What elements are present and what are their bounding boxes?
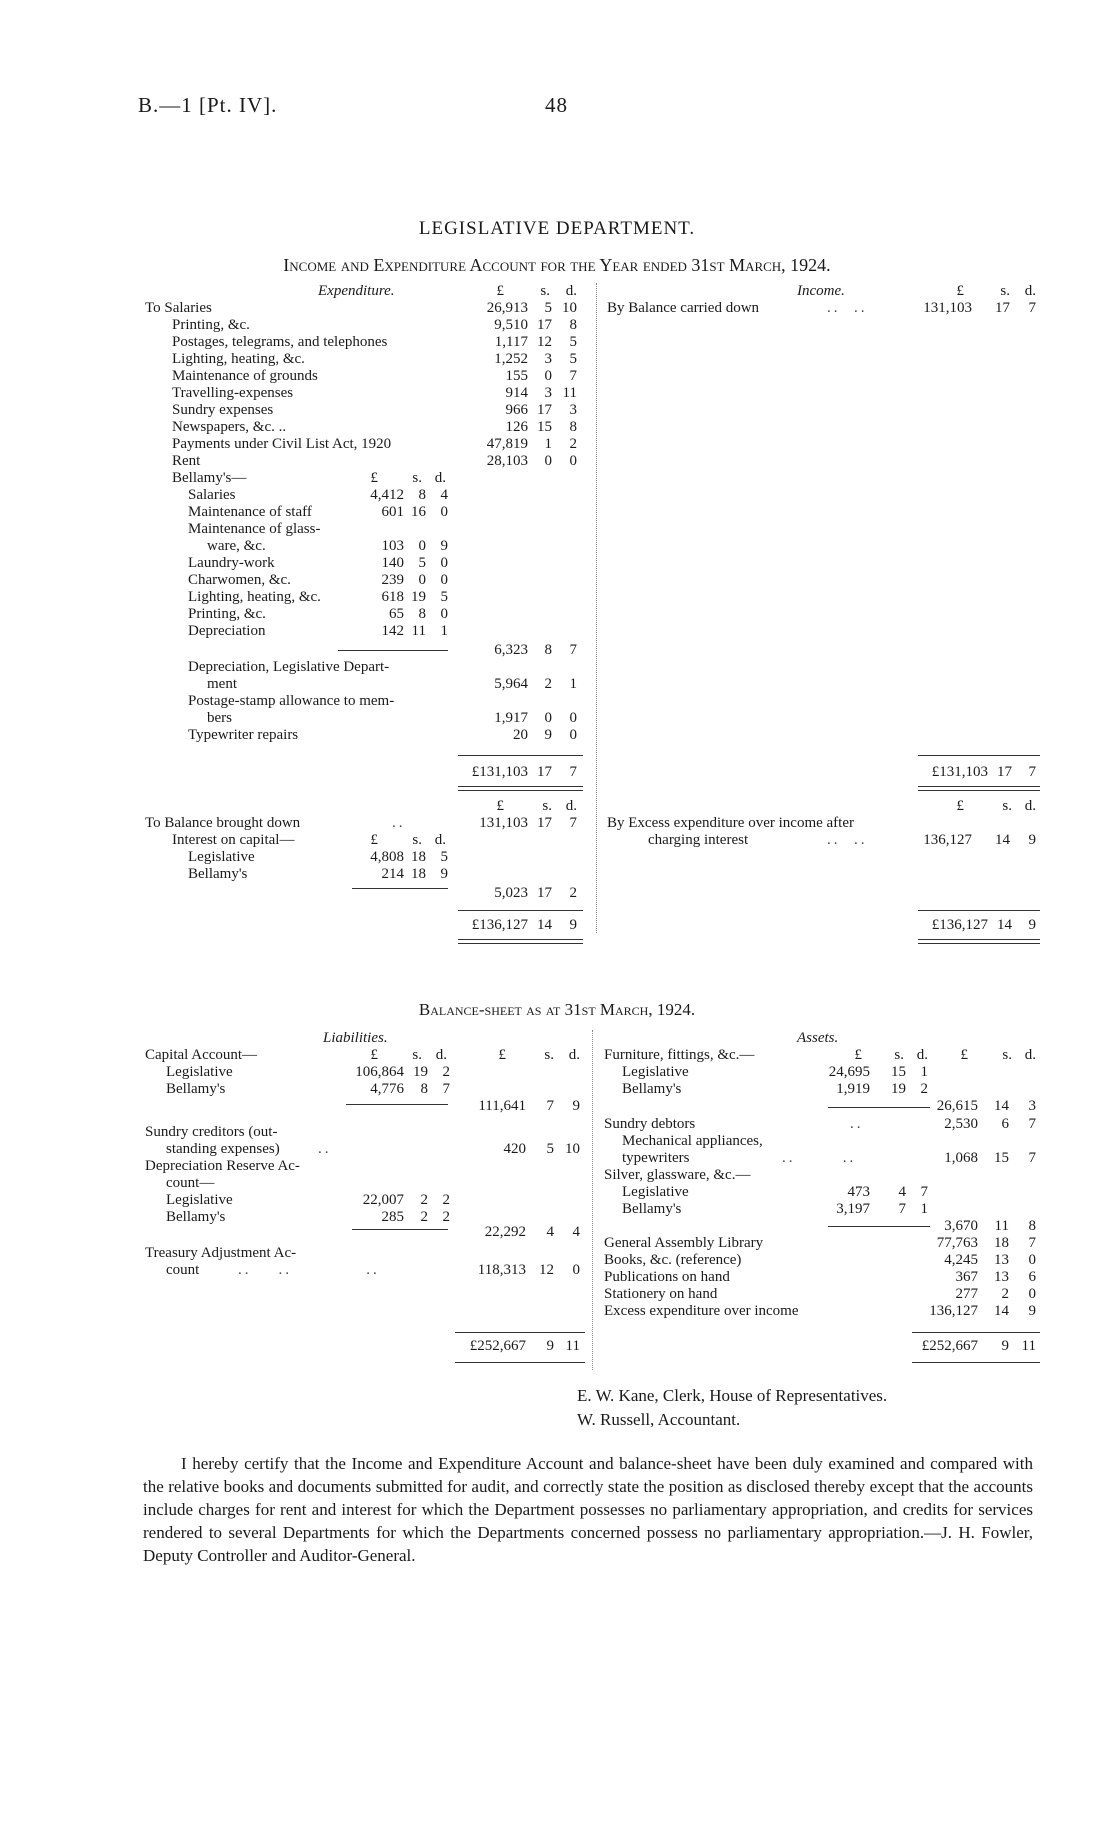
- ie2-total-shillings: 14: [537, 917, 552, 933]
- leader-dots: .. ..: [827, 832, 868, 848]
- lsd-pence-l2: d.: [568, 1047, 580, 1063]
- bellamys-total-shillings: 8: [544, 642, 552, 658]
- reserve-item-label: Bellamy's: [166, 1209, 226, 1225]
- expenditure-amount-pounds: 126: [505, 419, 528, 435]
- mechanical-pounds: 1,068: [944, 1150, 978, 1166]
- expenditure-amount-pence: 0: [569, 453, 577, 469]
- ie2-total-shillings-right: 14: [997, 917, 1012, 933]
- asset-label: Publications on hand: [604, 1269, 730, 1285]
- interest-item-amount-shillings: 18: [411, 866, 426, 882]
- rule: [918, 786, 1040, 787]
- ie-total-shillings-right: 17: [997, 764, 1012, 780]
- capital-item-amount-pounds: 106,864: [355, 1064, 404, 1080]
- expenditure-label: Typewriter repairs: [188, 727, 299, 743]
- bellamys-item-label: Depreciation: [188, 623, 266, 639]
- bellamys-item-amount-pence: 4: [440, 487, 448, 503]
- asset-label: Books, &c. (reference): [604, 1252, 742, 1268]
- mechanical-line2: typewriters: [622, 1150, 690, 1166]
- expenditure-amount-pence: 3: [569, 402, 577, 418]
- bellamys-item-amount-pounds: 142: [381, 623, 404, 639]
- lsd-pound-a1: £: [854, 1047, 862, 1063]
- lsd-shilling-right: s.: [1000, 283, 1010, 299]
- lsd-shilling-b: s.: [412, 470, 422, 486]
- asset-amount-shillings: 13: [994, 1252, 1009, 1268]
- expenditure-amount-shillings: 17: [537, 317, 552, 333]
- rule: [918, 790, 1040, 791]
- lsd-shilling-a1: s.: [894, 1047, 904, 1063]
- expenditure-amount-pence: 10: [562, 300, 577, 316]
- lsd-pound: £: [496, 283, 504, 299]
- furniture-item-label: Bellamy's: [622, 1081, 682, 1097]
- expenditure-amount-pounds: 28,103: [486, 453, 528, 469]
- asset-amount-pounds: 77,763: [936, 1235, 978, 1251]
- furniture-item-amount-pence: 1: [920, 1064, 928, 1080]
- reserve-item-amount-pence: 2: [442, 1192, 450, 1208]
- asset-amount-pounds: 4,245: [944, 1252, 978, 1268]
- leader-dots: ..: [392, 815, 406, 831]
- bellamys-item-amount-pence: 0: [440, 555, 448, 571]
- rule: [918, 939, 1040, 940]
- expenditure-label: Rent: [172, 453, 201, 469]
- interest-item-amount-pounds: 4,808: [370, 849, 404, 865]
- expenditure-amount-shillings: 15: [537, 419, 552, 435]
- rule: [346, 1104, 448, 1105]
- expenditure-amount-shillings: 9: [544, 727, 552, 743]
- capital-item-amount-pence: 2: [442, 1064, 450, 1080]
- bellamys-item-amount-pounds: 103: [381, 538, 404, 554]
- reserve-item-label: Legislative: [166, 1192, 233, 1208]
- lsd-pound-right: £: [956, 283, 964, 299]
- leader-dots: .. ..: [827, 300, 868, 316]
- bellamys-item-amount-pounds: 140: [381, 555, 404, 571]
- lsd-shilling-3: s.: [412, 832, 422, 848]
- capital-item-label: Bellamy's: [166, 1081, 226, 1097]
- asset-amount-shillings: 2: [1001, 1286, 1009, 1302]
- interest-total-pounds: 5,023: [494, 885, 528, 901]
- balance-sheet-title: Balance-sheet as at 31st March, 1924.: [418, 1000, 696, 1019]
- bellamys-item-amount-pence: 1: [440, 623, 448, 639]
- expenditure-amount-shillings: 1: [544, 436, 552, 452]
- expenditure-amount-shillings: 0: [544, 453, 552, 469]
- excess-shillings: 14: [995, 832, 1010, 848]
- expenditure-label: Maintenance of grounds: [172, 368, 318, 384]
- balance-brought-pounds: 131,103: [479, 815, 528, 831]
- lsd-pound-a2: £: [960, 1047, 968, 1063]
- bellamys-total-pounds: 6,323: [494, 642, 528, 658]
- asset-amount-pence: 0: [1028, 1252, 1036, 1268]
- treasury-pence: 0: [572, 1262, 580, 1278]
- expenditure-amount-pence: 0: [569, 727, 577, 743]
- rule: [352, 888, 448, 889]
- expenditure-label: Printing, &c.: [172, 317, 250, 333]
- sundry-creditors-line2: standing expenses): [166, 1141, 280, 1157]
- furniture-label: Furniture, fittings, &c.—: [604, 1047, 755, 1063]
- bellamys-item-label: Salaries: [188, 487, 236, 503]
- reserve-item-amount-shillings: 2: [420, 1209, 428, 1225]
- asset-amount-pounds: 136,127: [929, 1303, 978, 1319]
- furniture-item-amount-pounds: 24,695: [828, 1064, 870, 1080]
- expenditure-label-cont: bers: [207, 710, 232, 726]
- header-ref: B.—1 [Pt. IV].: [138, 93, 278, 117]
- bellamys-label: Bellamy's—: [172, 470, 247, 486]
- furniture-item-label: Legislative: [622, 1064, 689, 1080]
- bellamys-item-label: ware, &c.: [207, 538, 266, 554]
- asset-label: General Assembly Library: [604, 1235, 764, 1251]
- expenditure-heading: Expenditure.: [318, 283, 395, 299]
- rule: [918, 943, 1040, 944]
- interest-total-shillings: 17: [537, 885, 552, 901]
- expenditure-amount-shillings: 5: [544, 300, 552, 316]
- lsd-pound-3: £: [370, 832, 378, 848]
- expenditure-amount-shillings: 3: [544, 385, 552, 401]
- lsd-pence-2r: d.: [1024, 798, 1036, 814]
- asset-amount-pence: 0: [1028, 1286, 1036, 1302]
- debtors-pence: 7: [1028, 1116, 1036, 1132]
- excess-label-line1: By Excess expenditure over income after: [607, 815, 854, 831]
- lsd-pence-right: d.: [1024, 283, 1036, 299]
- ie-total-pence-right: 7: [1028, 764, 1036, 780]
- rule: [352, 1229, 448, 1230]
- capital-account-label: Capital Account—: [145, 1047, 258, 1063]
- asset-amount-shillings: 14: [994, 1303, 1009, 1319]
- bellamys-item-amount-shillings: 0: [418, 572, 426, 588]
- expenditure-amount-shillings: 2: [544, 676, 552, 692]
- income-balance-label: By Balance carried down: [607, 300, 760, 316]
- page-title: LEGISLATIVE DEPARTMENT.: [418, 218, 696, 239]
- bellamys-item-amount-pence: 5: [440, 589, 448, 605]
- excess-pounds: 136,127: [923, 832, 972, 848]
- reserve-total-pence: 4: [572, 1224, 580, 1240]
- capital-item-amount-pence: 7: [442, 1081, 450, 1097]
- interest-item-label: Legislative: [188, 849, 255, 865]
- rule: [458, 939, 583, 940]
- excess-pence: 9: [1028, 832, 1036, 848]
- column-divider: [596, 283, 597, 933]
- debtors-label: Sundry debtors: [604, 1116, 696, 1132]
- ie2-total-pence-right: 9: [1028, 917, 1036, 933]
- interest-item-label: Bellamy's: [188, 866, 248, 882]
- rule: [458, 910, 583, 911]
- ie-total-shillings: 17: [537, 764, 552, 780]
- reserve-item-amount-pounds: 285: [381, 1209, 404, 1225]
- rule: [455, 1332, 585, 1333]
- expenditure-label: Travelling-expenses: [172, 385, 294, 401]
- lsd-shilling-a2: s.: [1002, 1047, 1012, 1063]
- account-subtitle: Income and Expenditure Account for the Year ended 31st March, 1924.: [283, 255, 831, 275]
- lsd-pound-2: £: [496, 798, 504, 814]
- bellamys-item-amount-shillings: 5: [418, 555, 426, 571]
- bellamys-item-amount-shillings: 19: [411, 589, 426, 605]
- expenditure-amount-pounds: 966: [505, 402, 528, 418]
- furniture-total-pounds: 26,615: [936, 1098, 978, 1114]
- interest-item-amount-shillings: 18: [411, 849, 426, 865]
- expenditure-label: Postage-stamp allowance to mem-: [188, 693, 395, 709]
- rule: [912, 1332, 1040, 1333]
- asset-label: Stationery on hand: [604, 1286, 718, 1302]
- expenditure-label: Newspapers, &c. ..: [172, 419, 287, 435]
- expenditure-label-cont: ment: [207, 676, 237, 692]
- assets-total-pounds: £252,667: [921, 1338, 978, 1354]
- ie2-total-pounds: £136,127: [471, 917, 528, 933]
- reserve-item-amount-shillings: 2: [420, 1192, 428, 1208]
- reserve-total-pounds: 22,292: [484, 1224, 526, 1240]
- sundry-creditors-shillings: 5: [546, 1141, 554, 1157]
- bellamys-item-amount-shillings: 8: [418, 487, 426, 503]
- income-balance-pounds: 131,103: [923, 300, 972, 316]
- furniture-item-amount-pounds: 1,919: [836, 1081, 870, 1097]
- liabilities-total-shillings: 9: [546, 1338, 554, 1354]
- rule: [338, 650, 448, 651]
- capital-item-amount-shillings: 19: [413, 1064, 428, 1080]
- expenditure-label: Lighting, heating, &c.: [172, 351, 305, 367]
- expenditure-amount-shillings: 3: [544, 351, 552, 367]
- lsd-shilling: s.: [540, 283, 550, 299]
- silver-item-amount-pounds: 3,197: [836, 1201, 870, 1217]
- sundry-creditors-pounds: 420: [503, 1141, 526, 1157]
- lsd-pence-2: d.: [565, 798, 577, 814]
- lsd-pence-3: d.: [434, 832, 446, 848]
- lsd-shilling-2: s.: [542, 798, 552, 814]
- bellamys-item-amount-pence: 0: [440, 606, 448, 622]
- reserve-item-amount-pounds: 22,007: [362, 1192, 404, 1208]
- auditor-certificate: I hereby certify that the Income and Expenditure Account and balance-sheet have been duly examined and compared with the relative books and documents submitted for audit, and correctly state the position as disclosed thereby except that the accounts include charges for rent and interest for which the Department possesses no parliamentary appropriation, and credits for services rendered to several Departments for which the Departments concerned possess no parliamentary appropriation.—J. H. Fowler, Deputy Controller and Auditor-General.: [143, 1454, 1033, 1565]
- bellamys-item-label: Maintenance of staff: [188, 504, 312, 520]
- bellamys-item-amount-pounds: 239: [381, 572, 404, 588]
- income-balance-shillings: 17: [995, 300, 1010, 316]
- balance-brought-pence: 7: [569, 815, 577, 831]
- assets-total-shillings: 9: [1001, 1338, 1009, 1354]
- asset-amount-pounds: 367: [955, 1269, 978, 1285]
- silver-item-amount-pounds: 473: [847, 1184, 870, 1200]
- expenditure-amount-pence: 1: [569, 676, 577, 692]
- silver-item-amount-shillings: 4: [898, 1184, 906, 1200]
- liabilities-total-pounds: £252,667: [469, 1338, 526, 1354]
- rule: [918, 755, 1040, 756]
- asset-amount-pounds: 277: [955, 1286, 978, 1302]
- mechanical-shillings: 15: [994, 1150, 1009, 1166]
- bellamys-item-label: Lighting, heating, &c.: [188, 589, 321, 605]
- ie-total-pounds-right: £131,103: [931, 764, 988, 780]
- rule: [458, 943, 583, 944]
- expenditure-amount-shillings: 0: [544, 368, 552, 384]
- signature-accountant: W. Russell, Accountant.: [577, 1410, 741, 1429]
- lsd-pence-l1: d.: [435, 1047, 447, 1063]
- interest-item-amount-pence: 5: [440, 849, 448, 865]
- expenditure-amount-pounds: 155: [505, 368, 528, 384]
- rule: [458, 790, 583, 791]
- bellamys-item-amount-shillings: 0: [418, 538, 426, 554]
- bellamys-item-amount-pounds: 65: [389, 606, 404, 622]
- capital-total-shillings: 7: [546, 1098, 554, 1114]
- silver-label: Silver, glassware, &c.—: [604, 1167, 751, 1183]
- expenditure-amount-pence: 8: [569, 317, 577, 333]
- furniture-item-amount-pence: 2: [920, 1081, 928, 1097]
- expenditure-amount-pence: 0: [569, 710, 577, 726]
- expenditure-label: Sundry expenses: [172, 402, 274, 418]
- lsd-pound-b: £: [370, 470, 378, 486]
- expenditure-amount-pence: 7: [569, 368, 577, 384]
- silver-total-pounds: 3,670: [944, 1218, 978, 1234]
- treasury-line1: Treasury Adjustment Ac-: [145, 1245, 297, 1261]
- expenditure-amount-pounds: 1,252: [494, 351, 528, 367]
- reserve-line2: count—: [166, 1175, 215, 1191]
- leader-dots: ..: [850, 1116, 864, 1132]
- sundry-creditors-line1: Sundry creditors (out-: [145, 1124, 278, 1140]
- treasury-shillings: 12: [539, 1262, 554, 1278]
- silver-item-label: Bellamy's: [622, 1201, 682, 1217]
- lsd-pence-a2: d.: [1024, 1047, 1036, 1063]
- silver-item-amount-pence: 1: [920, 1201, 928, 1217]
- bellamys-item-amount-pence: 9: [440, 538, 448, 554]
- sundry-creditors-pence: 10: [565, 1141, 580, 1157]
- liabilities-heading: Liabilities.: [323, 1030, 388, 1046]
- expenditure-amount-pence: 11: [562, 385, 577, 401]
- silver-item-amount-pence: 7: [920, 1184, 928, 1200]
- bellamys-item-label: Printing, &c.: [188, 606, 266, 622]
- bellamys-item-amount-pence: 0: [440, 504, 448, 520]
- bellamys-item-label: Laundry-work: [188, 555, 275, 571]
- expenditure-amount-shillings: 0: [544, 710, 552, 726]
- interest-total-pence: 2: [569, 885, 577, 901]
- capital-item-amount-pounds: 4,776: [370, 1081, 404, 1097]
- expenditure-label: Payments under Civil List Act, 1920: [172, 436, 392, 452]
- debtors-shillings: 6: [1001, 1116, 1009, 1132]
- bellamys-item-amount-pounds: 618: [381, 589, 404, 605]
- lsd-pound-2r: £: [956, 798, 964, 814]
- expenditure-amount-pounds: 914: [505, 385, 528, 401]
- assets-total-pence: 11: [1021, 1338, 1036, 1354]
- treasury-pounds: 118,313: [477, 1262, 526, 1278]
- ie-total-pounds: £131,103: [471, 764, 528, 780]
- lsd-pence-a1: d.: [916, 1047, 928, 1063]
- expenditure-amount-pounds: 26,913: [486, 300, 528, 316]
- lsd-pence: d.: [565, 283, 577, 299]
- page-number: 48: [545, 93, 568, 117]
- expenditure-label: To Salaries: [145, 300, 212, 316]
- rule: [918, 910, 1040, 911]
- rule: [458, 755, 583, 756]
- reserve-total-shillings: 4: [546, 1224, 554, 1240]
- balance-brought-shillings: 17: [537, 815, 552, 831]
- income-balance-pence: 7: [1028, 300, 1036, 316]
- asset-amount-shillings: 18: [994, 1235, 1009, 1251]
- bellamys-total-pence: 7: [569, 642, 577, 658]
- expenditure-amount-pence: 2: [569, 436, 577, 452]
- silver-item-amount-shillings: 7: [898, 1201, 906, 1217]
- capital-total-pence: 9: [572, 1098, 580, 1114]
- capital-item-amount-shillings: 8: [420, 1081, 428, 1097]
- leader-dots: .. ..: [782, 1150, 857, 1166]
- expenditure-amount-shillings: 12: [537, 334, 552, 350]
- rule: [458, 786, 583, 787]
- asset-amount-shillings: 13: [994, 1269, 1009, 1285]
- interest-item-amount-pence: 9: [440, 866, 448, 882]
- furniture-total-pence: 3: [1028, 1098, 1036, 1114]
- asset-label: Excess expenditure over income: [604, 1303, 799, 1319]
- leader-dots: ..: [318, 1141, 332, 1157]
- reserve-line1: Depreciation Reserve Ac-: [145, 1158, 300, 1174]
- silver-item-label: Legislative: [622, 1184, 689, 1200]
- expenditure-label: Depreciation, Legislative Depart-: [188, 659, 390, 675]
- expenditure-amount-pence: 5: [569, 351, 577, 367]
- lsd-shilling-l1: s.: [412, 1047, 422, 1063]
- bellamys-item-label: Charwomen, &c.: [188, 572, 291, 588]
- capital-item-label: Legislative: [166, 1064, 233, 1080]
- interest-item-amount-pounds: 214: [381, 866, 404, 882]
- expenditure-amount-shillings: 17: [537, 402, 552, 418]
- bellamys-item-amount-pence: 0: [440, 572, 448, 588]
- expenditure-amount-pence: 8: [569, 419, 577, 435]
- reserve-item-amount-pence: 2: [442, 1209, 450, 1225]
- bs-column-divider: [592, 1030, 593, 1370]
- liabilities-total-pence: 11: [565, 1338, 580, 1354]
- assets-heading: Assets.: [797, 1030, 839, 1046]
- furniture-item-amount-shillings: 19: [891, 1081, 906, 1097]
- expenditure-label: Postages, telegrams, and telephones: [172, 334, 388, 350]
- lsd-pound-l1: £: [370, 1047, 378, 1063]
- asset-amount-pence: 7: [1028, 1235, 1036, 1251]
- signature-clerk: E. W. Kane, Clerk, House of Representatives.: [577, 1386, 888, 1405]
- expenditure-amount-pounds: 47,819: [486, 436, 528, 452]
- bellamys-item-amount-shillings: 8: [418, 606, 426, 622]
- expenditure-amount-pence: 5: [569, 334, 577, 350]
- bellamys-item-amount-shillings: 11: [411, 623, 426, 639]
- mechanical-line1: Mechanical appliances,: [622, 1133, 763, 1149]
- ie2-total-pence: 9: [569, 917, 577, 933]
- mechanical-pence: 7: [1028, 1150, 1036, 1166]
- lsd-pence-b: d.: [434, 470, 446, 486]
- rule: [455, 1362, 585, 1363]
- treasury-line2: count: [166, 1262, 200, 1278]
- excess-label-line2: charging interest: [648, 832, 749, 848]
- expenditure-amount-pounds: 1,917: [494, 710, 528, 726]
- lsd-pound-l2: £: [498, 1047, 506, 1063]
- income-heading: Income.: [797, 283, 845, 299]
- bellamys-item-amount-pounds: 4,412: [370, 487, 404, 503]
- silver-total-shillings: 11: [994, 1218, 1009, 1234]
- furniture-item-amount-shillings: 15: [891, 1064, 906, 1080]
- debtors-pounds: 2,530: [944, 1116, 978, 1132]
- rule: [912, 1362, 1040, 1363]
- bellamys-item-amount-shillings: 16: [411, 504, 426, 520]
- expenditure-amount-pounds: 5,964: [494, 676, 528, 692]
- capital-total-pounds: 111,641: [478, 1098, 526, 1114]
- bellamys-item-label: Maintenance of glass-: [188, 521, 321, 537]
- interest-label: Interest on capital—: [172, 832, 295, 848]
- expenditure-amount-pounds: 20: [513, 727, 528, 743]
- asset-amount-pence: 6: [1028, 1269, 1036, 1285]
- furniture-total-shillings: 14: [994, 1098, 1009, 1114]
- lsd-shilling-l2: s.: [544, 1047, 554, 1063]
- lsd-shilling-2r: s.: [1002, 798, 1012, 814]
- expenditure-amount-pounds: 9,510: [494, 317, 528, 333]
- ie-total-pence: 7: [569, 764, 577, 780]
- leader-dots: .. .. ..: [238, 1262, 380, 1278]
- bellamys-item-amount-pounds: 601: [381, 504, 404, 520]
- expenditure-amount-pounds: 1,117: [494, 334, 528, 350]
- balance-brought-down-label: To Balance brought down: [145, 815, 301, 831]
- ie2-total-pounds-right: £136,127: [931, 917, 988, 933]
- silver-total-pence: 8: [1028, 1218, 1036, 1234]
- asset-amount-pence: 9: [1028, 1303, 1036, 1319]
